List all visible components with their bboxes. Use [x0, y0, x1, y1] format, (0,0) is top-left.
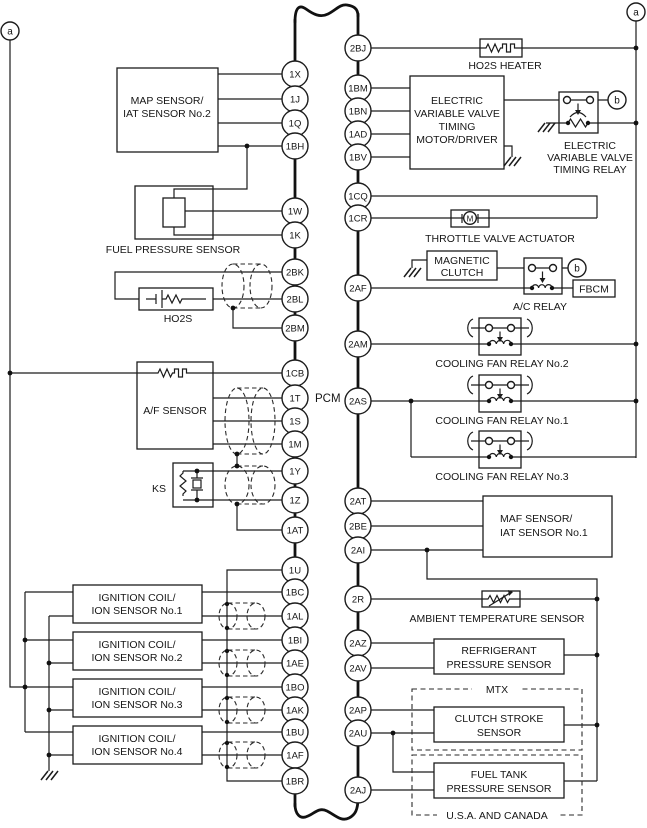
- pcm-pin: [282, 627, 308, 653]
- svg-text:1K: 1K: [289, 230, 301, 242]
- svg-text:2AF: 2AF: [349, 283, 367, 295]
- ignition-coil-3-box: [73, 679, 202, 717]
- ground-icon: [404, 268, 421, 277]
- svg-text:1BO: 1BO: [285, 682, 305, 694]
- pcm-pin: [345, 35, 371, 61]
- pcm-pin: [282, 133, 308, 159]
- svg-text:1BM: 1BM: [348, 83, 368, 95]
- svg-text:1CQ: 1CQ: [348, 191, 368, 203]
- map-sensor-label: MAP SENSOR/: [130, 95, 204, 107]
- ignition-coil-2-label: IGNITION COIL/: [98, 639, 176, 651]
- svg-text:TIMING: TIMING: [438, 121, 476, 133]
- svg-text:1AE: 1AE: [286, 658, 304, 670]
- pcm-pin: [282, 458, 308, 484]
- pcm-pin: [282, 259, 308, 285]
- svg-text:1BU: 1BU: [285, 727, 305, 739]
- svg-text:a: a: [7, 26, 13, 38]
- svg-text:1CB: 1CB: [285, 368, 305, 380]
- svg-text:VARIABLE VALVE: VARIABLE VALVE: [547, 152, 633, 164]
- relay-contact: [564, 97, 571, 104]
- pcm-pin: [282, 579, 308, 605]
- svg-text:2AU: 2AU: [348, 728, 368, 740]
- pcm-pin: [345, 720, 371, 746]
- svg-text:IAT SENSOR No.1: IAT SENSOR No.1: [500, 527, 588, 539]
- pcm-pin: [345, 75, 371, 101]
- cooling-fan-relay-3-label: COOLING FAN RELAY No.3: [435, 471, 569, 483]
- pcm-pin: [345, 488, 371, 514]
- svg-text:ION SENSOR No.4: ION SENSOR No.4: [91, 746, 183, 758]
- svg-text:1BN: 1BN: [348, 106, 368, 118]
- pcm-pin: [282, 650, 308, 676]
- svg-text:1BR: 1BR: [285, 776, 305, 788]
- svg-text:IAT SENSOR No.2: IAT SENSOR No.2: [123, 108, 211, 120]
- ks-label: KS: [151, 483, 166, 495]
- ignition-coil-1-label: IGNITION COIL/: [98, 592, 176, 604]
- pcm-pin: [282, 408, 308, 434]
- svg-text:ION SENSOR No.3: ION SENSOR No.3: [91, 699, 183, 711]
- ignition-coil-3-label: IGNITION COIL/: [98, 686, 176, 698]
- magnetic-clutch-label: MAGNETIC: [434, 255, 490, 267]
- option-zones: [412, 683, 582, 822]
- ho2s-label: HO2S: [163, 313, 193, 325]
- fuel-tank-pressure-sensor-label: FUEL TANK: [470, 769, 528, 781]
- svg-text:1U: 1U: [288, 565, 302, 577]
- cooling-fan-relay-1-label: COOLING FAN RELAY No.1: [435, 415, 569, 427]
- ignition-coil-4-label: IGNITION COIL/: [98, 733, 176, 745]
- throttle-valve-actuator-label: THROTTLE VALVE ACTUATOR: [425, 233, 575, 245]
- evvt-motor-label: ELECTRIC: [431, 95, 483, 107]
- bus-break-bottom: [295, 798, 358, 819]
- pcm-pin: [345, 388, 371, 414]
- svg-text:2AZ: 2AZ: [349, 638, 367, 650]
- svg-text:1W: 1W: [287, 206, 303, 218]
- svg-text:b: b: [574, 263, 580, 275]
- svg-text:TIMING RELAY: TIMING RELAY: [553, 164, 627, 176]
- svg-text:2BM: 2BM: [285, 323, 305, 335]
- af-sensor-label: A/F SENSOR: [143, 405, 207, 417]
- pcm-pin: [282, 517, 308, 543]
- svg-text:SENSOR: SENSOR: [476, 727, 522, 739]
- svg-text:b: b: [614, 95, 620, 107]
- relay-contact: [550, 265, 557, 272]
- pcm-pin: [345, 537, 371, 563]
- svg-text:1T: 1T: [289, 393, 301, 405]
- pcm-pin: [282, 603, 308, 629]
- pcm-pin: [345, 777, 371, 803]
- ac-relay-label: A/C RELAY: [512, 301, 568, 313]
- svg-text:2AI: 2AI: [350, 545, 366, 557]
- svg-text:MOTOR/DRIVER: MOTOR/DRIVER: [416, 134, 498, 146]
- svg-text:1AK: 1AK: [286, 705, 304, 717]
- pcm-pin: [282, 61, 308, 87]
- svg-text:2R: 2R: [351, 594, 365, 606]
- svg-text:1J: 1J: [289, 94, 301, 106]
- svg-text:1BH: 1BH: [285, 141, 305, 153]
- pcm-pin: [345, 697, 371, 723]
- pcm-pin: [282, 110, 308, 136]
- svg-text:1M: 1M: [288, 439, 302, 451]
- svg-text:1Q: 1Q: [288, 118, 302, 130]
- svg-text:1AL: 1AL: [286, 611, 304, 623]
- svg-text:1Z: 1Z: [289, 495, 301, 507]
- ground-icon: [538, 123, 555, 132]
- pcm-pin: [345, 586, 371, 612]
- bus-break-top: [295, 5, 358, 22]
- pcm-pin: [345, 655, 371, 681]
- svg-text:1Y: 1Y: [289, 466, 301, 478]
- svg-text:PRESSURE SENSOR: PRESSURE SENSOR: [446, 659, 552, 671]
- pcm-pin: [345, 121, 371, 147]
- refrigerant-pressure-sensor-label: REFRIGERANT: [461, 645, 537, 657]
- maf-sensor-label: MAF SENSOR/: [500, 513, 573, 525]
- svg-text:1CR: 1CR: [348, 213, 368, 225]
- svg-text:2AS: 2AS: [349, 396, 367, 408]
- pcm-pin: [345, 275, 371, 301]
- ignition-coil-4-box: [73, 726, 202, 764]
- svg-text:1S: 1S: [289, 416, 301, 428]
- pcm-pin: [282, 86, 308, 112]
- relay-contact: [529, 265, 536, 272]
- usa-canada-label: U.S.A. AND CANADA: [446, 810, 548, 822]
- svg-text:VARIABLE VALVE: VARIABLE VALVE: [414, 108, 500, 120]
- svg-text:CLUTCH: CLUTCH: [440, 267, 484, 279]
- svg-text:2BE: 2BE: [349, 521, 367, 533]
- motor-m-label: M: [466, 214, 474, 224]
- svg-text:PRESSURE SENSOR: PRESSURE SENSOR: [446, 783, 552, 795]
- pcm-pin: [282, 286, 308, 312]
- pcm-pin: [282, 198, 308, 224]
- svg-text:ION SENSOR No.1: ION SENSOR No.1: [91, 605, 183, 617]
- ignition-coil-1-box: [73, 585, 202, 623]
- svg-text:2AM: 2AM: [348, 339, 368, 351]
- pcm-pin: [282, 742, 308, 768]
- pcm-pin: [345, 98, 371, 124]
- svg-text:2AV: 2AV: [349, 663, 367, 675]
- pcm-pin: [282, 768, 308, 794]
- ignition-coil-2-box: [73, 632, 202, 670]
- svg-text:2BK: 2BK: [286, 267, 304, 279]
- connector-a-left: [1, 22, 19, 40]
- pcm-label: PCM: [315, 393, 341, 405]
- relay-contact: [587, 97, 594, 104]
- pcm-pin: [282, 315, 308, 341]
- pcm-pin: [282, 487, 308, 513]
- fuel-pressure-sensor-label: FUEL PRESSURE SENSOR: [105, 244, 241, 256]
- pcm-pin: [345, 630, 371, 656]
- svg-text:1X: 1X: [289, 69, 301, 81]
- fps-element: [163, 198, 185, 227]
- svg-text:1AT: 1AT: [286, 525, 304, 537]
- cooling-fan-relay-2-label: COOLING FAN RELAY No.2: [435, 358, 569, 370]
- ground-icon: [41, 771, 58, 780]
- svg-text:1BV: 1BV: [349, 152, 367, 164]
- svg-text:2AP: 2AP: [349, 705, 367, 717]
- connector-b-evvt: [608, 91, 626, 109]
- pcm-pin: [282, 385, 308, 411]
- connector-b-ac: [568, 259, 586, 277]
- pcm-pin: [282, 674, 308, 700]
- clutch-stroke-sensor-label: CLUTCH STROKE: [454, 713, 544, 725]
- ground-icon: [504, 157, 521, 166]
- pcm-pin: [282, 360, 308, 386]
- pcm-pin: [282, 222, 308, 248]
- svg-text:2AJ: 2AJ: [349, 785, 367, 797]
- pcm-pin: [282, 719, 308, 745]
- pcm-pin: [345, 205, 371, 231]
- ambient-temp-sensor-label: AMBIENT TEMPERATURE SENSOR: [409, 613, 585, 625]
- evvt-relay-label: ELECTRIC: [564, 140, 616, 152]
- svg-text:2BJ: 2BJ: [349, 43, 367, 55]
- svg-text:1AD: 1AD: [348, 129, 368, 141]
- fbcm-label: FBCM: [579, 283, 609, 296]
- connector-a-right: [627, 3, 645, 21]
- svg-text:1BC: 1BC: [285, 587, 305, 599]
- svg-text:2BL: 2BL: [286, 294, 304, 306]
- svg-text:a: a: [633, 7, 639, 19]
- pcm-pin: [345, 331, 371, 357]
- mtx-label: MTX: [485, 684, 509, 696]
- svg-text:2AT: 2AT: [349, 496, 367, 508]
- svg-text:1AF: 1AF: [286, 750, 304, 762]
- svg-text:ION SENSOR No.2: ION SENSOR No.2: [91, 652, 183, 664]
- pcm-pin: [345, 144, 371, 170]
- svg-text:1BI: 1BI: [287, 635, 303, 647]
- ho2s-heater-label: HO2S HEATER: [468, 60, 542, 72]
- pcm-pin: [282, 431, 308, 457]
- pcm-pin: [345, 513, 371, 539]
